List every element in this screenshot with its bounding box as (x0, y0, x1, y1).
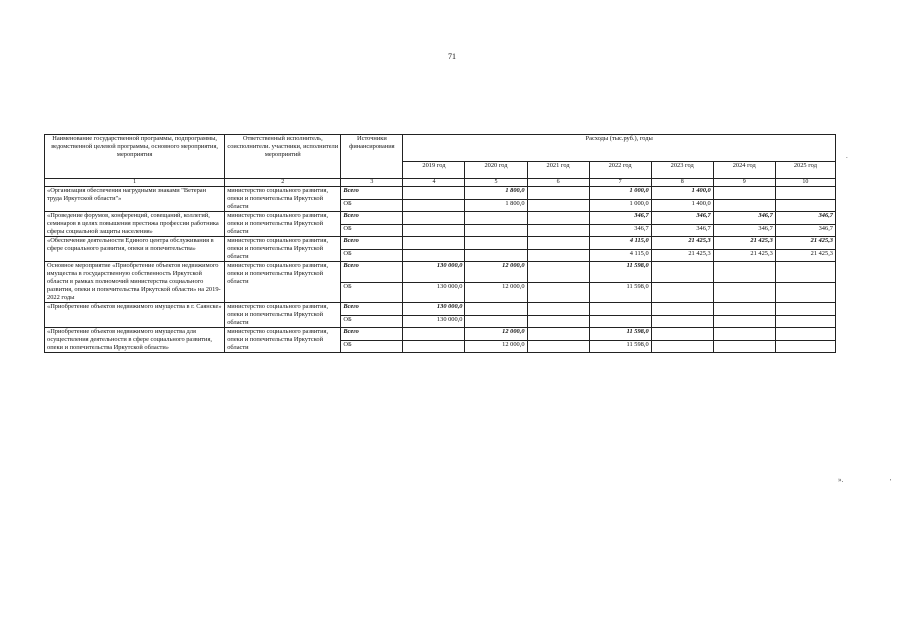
total-value (713, 328, 775, 341)
ob-value (713, 199, 775, 212)
header-year: 2022 год (589, 162, 651, 179)
header-executor: Ответственный исполнитель, соисполнители. участники, исполнители мероприятий (225, 135, 341, 179)
total-value (713, 303, 775, 316)
ob-value (465, 224, 527, 237)
table-row (45, 328, 836, 341)
total-value (713, 187, 775, 200)
column-number-row (45, 179, 836, 187)
ob-value (465, 315, 527, 328)
header-year: 2019 год (403, 162, 465, 179)
total-value (465, 303, 527, 316)
total-value (651, 303, 713, 316)
total-value: 346,7 (775, 212, 835, 225)
executor: министерство социального развития, опеки и попечительства Иркутской области (225, 328, 341, 353)
source-ob-label: ОБ (341, 199, 403, 212)
total-value (403, 187, 465, 200)
ob-value: 12 000,0 (465, 282, 527, 303)
activity-name: «Обеспечение деятельности Единого центра обслуживания в сфере социального развития, опеки и попечительства» (45, 237, 225, 262)
source-total-label: Всего (341, 303, 403, 316)
total-value (651, 328, 713, 341)
ob-value (403, 340, 465, 353)
column-number: 4 (403, 179, 465, 187)
column-number: 9 (713, 179, 775, 187)
ob-value (775, 199, 835, 212)
ob-value: 21 425,3 (651, 249, 713, 262)
activity-name: «Проведение форумов, конференций, совещаний, коллегий, семинаров в целях повышения престижа профессии работника сферы социальной защиты населения» (45, 212, 225, 237)
source-ob-label: ОБ (341, 315, 403, 328)
ob-value (527, 249, 589, 262)
total-value (465, 237, 527, 250)
ob-value: 11 598,0 (589, 282, 651, 303)
total-value (527, 237, 589, 250)
ob-value (527, 199, 589, 212)
ob-value (589, 315, 651, 328)
ob-value (403, 199, 465, 212)
ob-value: 346,7 (651, 224, 713, 237)
column-number: 3 (341, 179, 403, 187)
column-number: 5 (465, 179, 527, 187)
header-year: 2021 год (527, 162, 589, 179)
total-value (775, 187, 835, 200)
activity-name: «Приобретение объектов недвижимого имущества в г. Саянске» (45, 303, 225, 328)
total-value (775, 303, 835, 316)
total-value: 1 800,0 (465, 187, 527, 200)
ob-value: 346,7 (775, 224, 835, 237)
total-value: 130 000,0 (403, 262, 465, 283)
total-value: 4 115,0 (589, 237, 651, 250)
total-value (527, 303, 589, 316)
ob-value: 1 400,0 (651, 199, 713, 212)
total-value (713, 262, 775, 283)
column-number: 1 (45, 179, 225, 187)
total-value: 12 000,0 (465, 262, 527, 283)
ob-value (713, 282, 775, 303)
ob-value (403, 249, 465, 262)
ob-value (775, 340, 835, 353)
ob-value: 11 598,0 (589, 340, 651, 353)
column-number: 2 (225, 179, 341, 187)
total-value: 11 598,0 (589, 328, 651, 341)
total-value (527, 262, 589, 283)
ob-value: 21 425,3 (775, 249, 835, 262)
total-value (589, 303, 651, 316)
total-value (527, 187, 589, 200)
total-value: 11 598,0 (589, 262, 651, 283)
source-total-label: Всего (341, 328, 403, 341)
executor: министерство социального развития, опеки и попечительства Иркутской области (225, 212, 341, 237)
executor: министерство социального развития, опеки и попечительства Иркутской области (225, 303, 341, 328)
source-total-label: Всего (341, 262, 403, 283)
table-row (45, 237, 836, 250)
executor: министерство социального развития, опеки и попечительства Иркутской области (225, 187, 341, 212)
source-total-label: Всего (341, 187, 403, 200)
ob-value (651, 315, 713, 328)
total-value (527, 212, 589, 225)
ob-value: 21 425,3 (713, 249, 775, 262)
activity-name: «Приобретение объектов недвижимого имущества для осуществления деятельности в сфере социального развития, опеки и попечительства Иркутской области» (45, 328, 225, 353)
source-ob-label: ОБ (341, 282, 403, 303)
ob-value (527, 224, 589, 237)
executor: министерство социального развития, опеки и попечительства Иркутской области (225, 262, 341, 303)
ob-value (775, 282, 835, 303)
trailing-quote-mark: ». (838, 476, 844, 484)
ob-value: 4 115,0 (589, 249, 651, 262)
ob-value (527, 340, 589, 353)
ob-value: 130 000,0 (403, 282, 465, 303)
table-row (45, 262, 836, 283)
ob-value (713, 315, 775, 328)
total-value: 21 425,3 (651, 237, 713, 250)
activity-name: Основное мероприятие «Приобретение объектов недвижимого имущества в государственную собственность Иркутской области в рамках полномочий министерства социального развития, опеки и попечительства Иркутской области» на 2019-2022 годы (45, 262, 225, 303)
margin-mark: . (846, 152, 848, 160)
table-row (45, 303, 836, 316)
ob-value (527, 282, 589, 303)
margin-mark: ' (890, 478, 892, 486)
header-year: 2024 год (713, 162, 775, 179)
total-value: 346,7 (589, 212, 651, 225)
header-year: 2020 год (465, 162, 527, 179)
table-row (45, 187, 836, 200)
ob-value: 1 800,0 (465, 199, 527, 212)
ob-value (775, 315, 835, 328)
ob-value (403, 224, 465, 237)
ob-value (465, 249, 527, 262)
ob-value: 12 000,0 (465, 340, 527, 353)
executor: министерство социального развития, опеки и попечительства Иркутской области (225, 237, 341, 262)
total-value: 346,7 (651, 212, 713, 225)
total-value: 130 000,0 (403, 303, 465, 316)
total-value (465, 212, 527, 225)
total-value (527, 328, 589, 341)
total-value: 12 000,0 (465, 328, 527, 341)
total-value (775, 262, 835, 283)
total-value (651, 262, 713, 283)
ob-value: 346,7 (713, 224, 775, 237)
total-value: 21 425,3 (713, 237, 775, 250)
ob-value: 1 000,0 (589, 199, 651, 212)
total-value (403, 237, 465, 250)
total-value: 21 425,3 (775, 237, 835, 250)
total-value: 1 400,0 (651, 187, 713, 200)
header-year: 2025 год (775, 162, 835, 179)
total-value: 1 000,0 (589, 187, 651, 200)
source-ob-label: ОБ (341, 249, 403, 262)
ob-value (651, 282, 713, 303)
header-name: Наименование государственной программы, подпрограммы, ведомственной целевой программы, основного мероприятия, мероприятия (45, 135, 225, 179)
total-value (775, 328, 835, 341)
ob-value (651, 340, 713, 353)
header-row (45, 135, 836, 162)
column-number: 10 (775, 179, 835, 187)
column-number: 8 (651, 179, 713, 187)
total-value (403, 328, 465, 341)
budget-table (44, 134, 836, 353)
activity-name: «Организация обеспечения нагрудными знаками "Ветеран труда Иркутской области"» (45, 187, 225, 212)
source-total-label: Всего (341, 212, 403, 225)
total-value: 346,7 (713, 212, 775, 225)
table-row (45, 212, 836, 225)
ob-value: 346,7 (589, 224, 651, 237)
source-ob-label: ОБ (341, 340, 403, 353)
ob-value (527, 315, 589, 328)
source-ob-label: ОБ (341, 224, 403, 237)
column-number: 6 (527, 179, 589, 187)
ob-value: 130 000,0 (403, 315, 465, 328)
header-year: 2023 год (651, 162, 713, 179)
source-total-label: Всего (341, 237, 403, 250)
column-number: 7 (589, 179, 651, 187)
total-value (403, 212, 465, 225)
page-number: 71 (448, 52, 456, 61)
header-source: Источники финансирования (341, 135, 403, 179)
ob-value (713, 340, 775, 353)
header-expenses: Расходы (тыс.руб.), годы (403, 135, 836, 162)
